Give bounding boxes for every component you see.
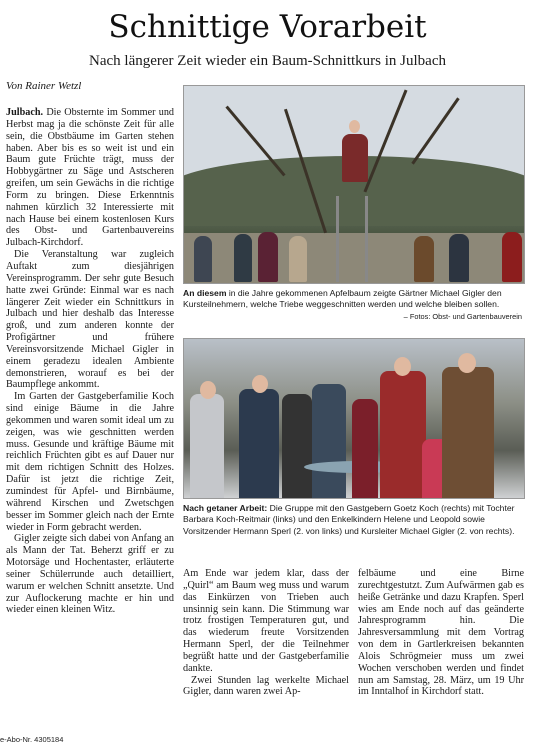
course-participant [502,232,522,282]
ladder [336,196,368,282]
course-participant [414,236,434,282]
group-member [442,367,494,499]
paragraph-1-text: Die Obsternte im Sommer und Herbst mag ja die schönste Zeit für alle sein, die Obstbäume im Garten stehen haben. Aber bis es so weit ist und ein Baum gute Früchte trägt, muss der Hobbygärtner zu Säge und Astscheren greifen, um sein Gewächs in die richtige Form zu bringen. Diese Erkenntnis nahmen kürzlich 32 Interessierte mit nach Hause bei einem kostenlosen Kurs des Obst- und Gartenbauvereins Julbach-Kirchdorf. [6,107,174,249]
subscription-number: e-Abo-Nr. 4305184 [0,735,64,744]
paragraph-2: Die Veranstaltung war zugleich Auftakt zum diesjährigen Vereinsprogramm. Der sehr gute Besuch hatte zwei Gründe: Einmal war es nach längerer Zeit wieder ein Schnittkurs in Julbach und hier deshalb das Interesse groß, und zum anderen konnte der Profigärtner und frühere Vereinsvorsitzende Michael Gigler in einem geradezu idealen Ambiente demonstrieren, worauf es bei der Baumpflege ankommt. [6,249,174,391]
course-participant [194,236,212,282]
photo-1-caption [183,288,525,324]
course-participant [258,232,278,282]
gardener-head [349,120,360,133]
caption-1-text: in die Jahre gekommenen Apfelbaum zeigte Gärtner Michael Gigler den Kursteilnehmern, welche Triebe weggeschnitten werden und welche bleiben sollen. [183,288,502,310]
group-member-head [394,357,411,376]
group-member [190,394,224,499]
course-participant [449,234,469,282]
paragraph-7: felbäume und eine Birne zurechtgestutzt. Zum Aufwärmen gab es heiße Getränke und dazu Krapfen. Sperl wies am Ende noch auf das geänderte Jahresprogramm hin. Die Jahresversammlung mit dem Vortrag von dem in Gartlerkreisen bekannten Alois Schrögmeier muss um zwei Wochen verschoben werden und findet nun am Samstag, 28. März, um 19 Uhr im Inntalhof in Kirchdorf statt. [358,568,524,698]
paragraph-6: Zwei Stunden lag werkelte Michael Gigler, dann waren zwei Ap- [183,674,349,698]
headline: Schnittige Vorarbeit [108,9,427,45]
subheadline: Nach längerer Zeit wieder ein Baum-Schnittkurs in Julbach [89,53,446,69]
caption-1-lead: An diesem [183,288,227,298]
photo-2-caption [183,503,525,551]
photo-credit: – Fotos: Obst- und Gartenbauverein [403,312,522,321]
paragraph-3: Im Garten der Gastgeberfamilie Koch sind einige Bäume in die Jahre gekommen und waren somit ideal um zu zeigen, was wie geschnitten werden muss. Gesunde und kräftige Bäume mit reichlich Früchten gibt es auf Dauer nur mit dem richtigen Schnitt des Holzes. Dafür ist jetzt die richtige Zeit, zumindest für Apfel- und Birnbäume, während Kirschen und Zwetschgen besser im Sommer gleich nach der Ernte wieder in Form gebracht werden. [6,391,174,533]
course-participant [289,236,307,282]
caption-2-text: Die Gruppe mit den Gastgebern Goetz Koch (rechts) mit Tochter Barbara Koch-Reitmair (links) und den Enkelkindern Helene und Leopold sowie Vorsitzender Hermann Sperl (2. von links) und Kursleiter Michael Gigler (2. von rechts). [183,503,515,536]
group-member [282,394,312,499]
course-participant [234,234,252,282]
paragraph-1 [6,107,174,249]
group-member [239,389,279,499]
group-member-head [458,353,476,373]
photo-group [183,338,525,499]
article-column-2 [183,568,349,738]
article-column-1 [6,107,174,737]
group-member-head [200,381,216,399]
photo-pruning-demonstration [183,85,525,284]
paragraph-5: Am Ende war jedem klar, dass der „Quirl“ am Baum weg muss und warum das Einkürzen von Trieben auch unsinnig sein kann. Die Stimmung war trotz frostigen Temperaturen gut, und das wiederum freute Vorsitzenden Hermann Sperl, der die Teilnehmer begrüßt hatte und der Gastgeberfamilie dankte. [183,568,349,674]
caption-2-lead: Nach getaner Arbeit: [183,503,268,513]
article-column-3 [358,568,524,738]
group-member [380,371,426,499]
group-member-head [252,375,268,393]
paragraph-4: Gigler zeigte sich dabei von Anfang an als Mann der Tat. Beherzt griff er zu Motorsäge und Hochentaster, erläuterte seiner Schülerrunde auch detailliert, warum er welchen Schnitt ansetzte. Und zur Auflockerung machte er hin und wieder einen kleinen Witz. [6,533,174,616]
group-member [312,384,346,499]
gardener-on-ladder [342,134,368,182]
group-member [352,399,378,499]
byline: Von Rainer Wetzl [6,80,82,92]
dateline: Julbach. [6,107,44,118]
